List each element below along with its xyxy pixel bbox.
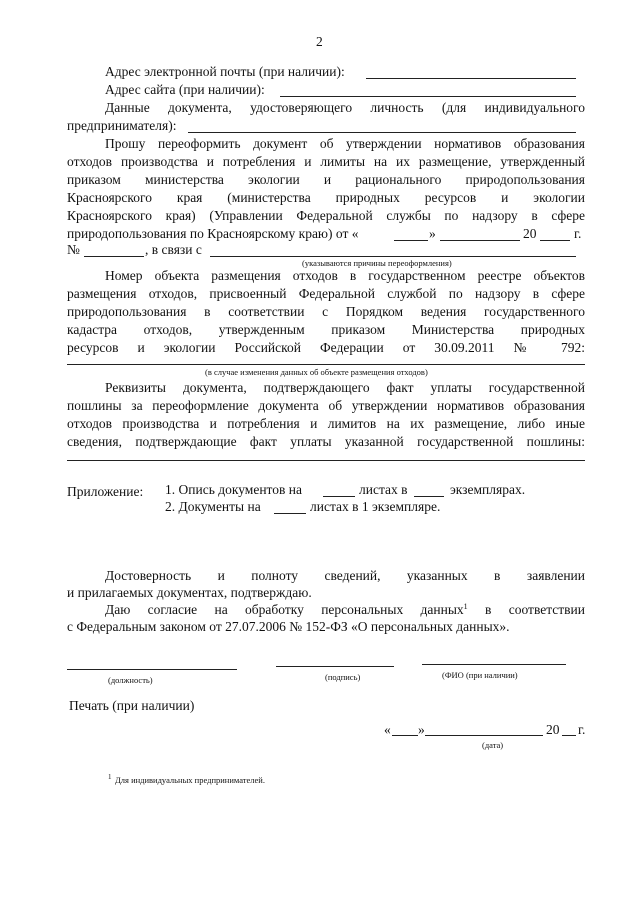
date-suffix: г. [578,722,586,737]
request-line: Прошу переоформить документ об утверждении нормативов образования [105,136,585,151]
date-quote-close: » [418,722,425,737]
consent-text: Даю согласие на обработку персональных данных [105,602,464,617]
id-document-field[interactable] [188,132,576,133]
fee-line: отходов производства и потребления и лимитов на их размещение, либо иные [67,416,585,431]
request-line: отходов производства и потребления и лимиты на их размещение, утвержденный [67,154,585,169]
object-number-line: ресурсов и экологии Российской Федерации от 30.09.2011 № 792: [67,340,585,355]
fee-line: сведения, подтверждающие факт уплаты указанной государственной пошлины: [67,434,585,449]
date-year-prefix: 20 [546,722,560,737]
attachments-label: Приложение: [67,484,144,499]
object-number-line: Номер объекта размещения отходов в государственном реестре объектов [105,268,585,283]
request-line: приказом министерства экологии и рационального природопользования [67,172,585,187]
date-month-field[interactable] [425,735,543,736]
signature-field[interactable] [276,666,394,667]
footnote-text: Для индивидуальных предпринимателей. [115,775,265,785]
year-suffix: г. [574,226,582,241]
attachment-2-pages-field[interactable] [274,513,306,514]
full-name-field[interactable] [422,664,566,665]
number-sign: № [67,242,80,257]
fee-line: пошлины за переоформление документа об утверждении нормативов образования [67,398,585,413]
object-number-caption: (в случае изменения данных об объекте размещения отходов) [205,367,428,377]
object-number-line: размещения отходов, присвоенный Федеральной службой по надзору в сфере [67,286,585,301]
fee-field[interactable] [67,460,585,461]
date-caption: (дата) [482,740,504,750]
email-field[interactable] [366,78,576,79]
id-document-label-cont: предпринимателя): [67,118,177,133]
attachment-1-text-b: листах в [359,482,408,497]
position-field[interactable] [67,669,237,670]
order-day-field[interactable] [394,240,428,241]
confirmation-line: и прилагаемых документах, подтверждаю. [67,585,312,600]
consent-line-2: с Федеральным законом от 27.07.2006 № 152-ФЗ «О персональных данных». [67,619,510,634]
footnote-ref: 1 [463,602,468,611]
object-number-line: природопользования в соответствии с Порядком ведения государственного [67,304,585,319]
request-line: природопользования по Красноярскому краю) от « [67,226,359,241]
date-quote-open: « [384,722,391,737]
date-day-field[interactable] [392,735,418,736]
fee-line: Реквизиты документа, подтверждающего факт уплаты государственной [105,380,585,395]
request-line: Красноярского края) (Управлении Федеральной службы по надзору в сфере [67,208,585,223]
attachment-2-text-b: листах в 1 экземпляре. [310,499,441,514]
attachment-1-text: 1. Опись документов на [165,482,302,497]
reason-caption: (указываются причины переоформления) [302,258,452,268]
position-caption: (должность) [108,675,153,685]
site-label: Адрес сайта (при наличии): [105,82,265,97]
stamp-label: Печать (при наличии) [69,698,195,713]
site-field[interactable] [280,96,576,97]
attachment-1-copies-field[interactable] [414,496,444,497]
footnote-mark: 1 [108,773,112,781]
order-year-field[interactable] [540,240,570,241]
request-line: Красноярского края (министерства природных ресурсов и экологии [67,190,585,205]
email-label: Адрес электронной почты (при наличии): [105,64,345,79]
object-number-line: кадастра отходов, утвержденным приказом Министерства природных [67,322,585,337]
consent-line [105,602,585,618]
order-number-field[interactable] [84,256,144,257]
reason-field[interactable] [210,256,576,257]
consent-text-b: в соответствии [467,602,586,617]
attachment-1-text-c: экземплярах. [450,482,526,497]
page-number: 2 [316,34,323,49]
object-number-field[interactable] [67,364,585,365]
signature-caption: (подпись) [325,672,361,682]
order-month-field[interactable] [440,240,520,241]
attachment-1-pages-field[interactable] [323,496,355,497]
full-name-caption: (ФИО (при наличии) [442,670,518,680]
date-year-field[interactable] [562,735,576,736]
reason-label: , в связи с [145,242,202,257]
confirmation-line: Достоверность и полноту сведений, указанных в заявлении [105,568,585,583]
id-document-label: Данные документа, удостоверяющего личность (для индивидуального [105,100,585,115]
year-prefix: 20 [523,226,537,241]
attachment-2-text: 2. Документы на [165,499,261,514]
quote-close: » [429,226,436,241]
